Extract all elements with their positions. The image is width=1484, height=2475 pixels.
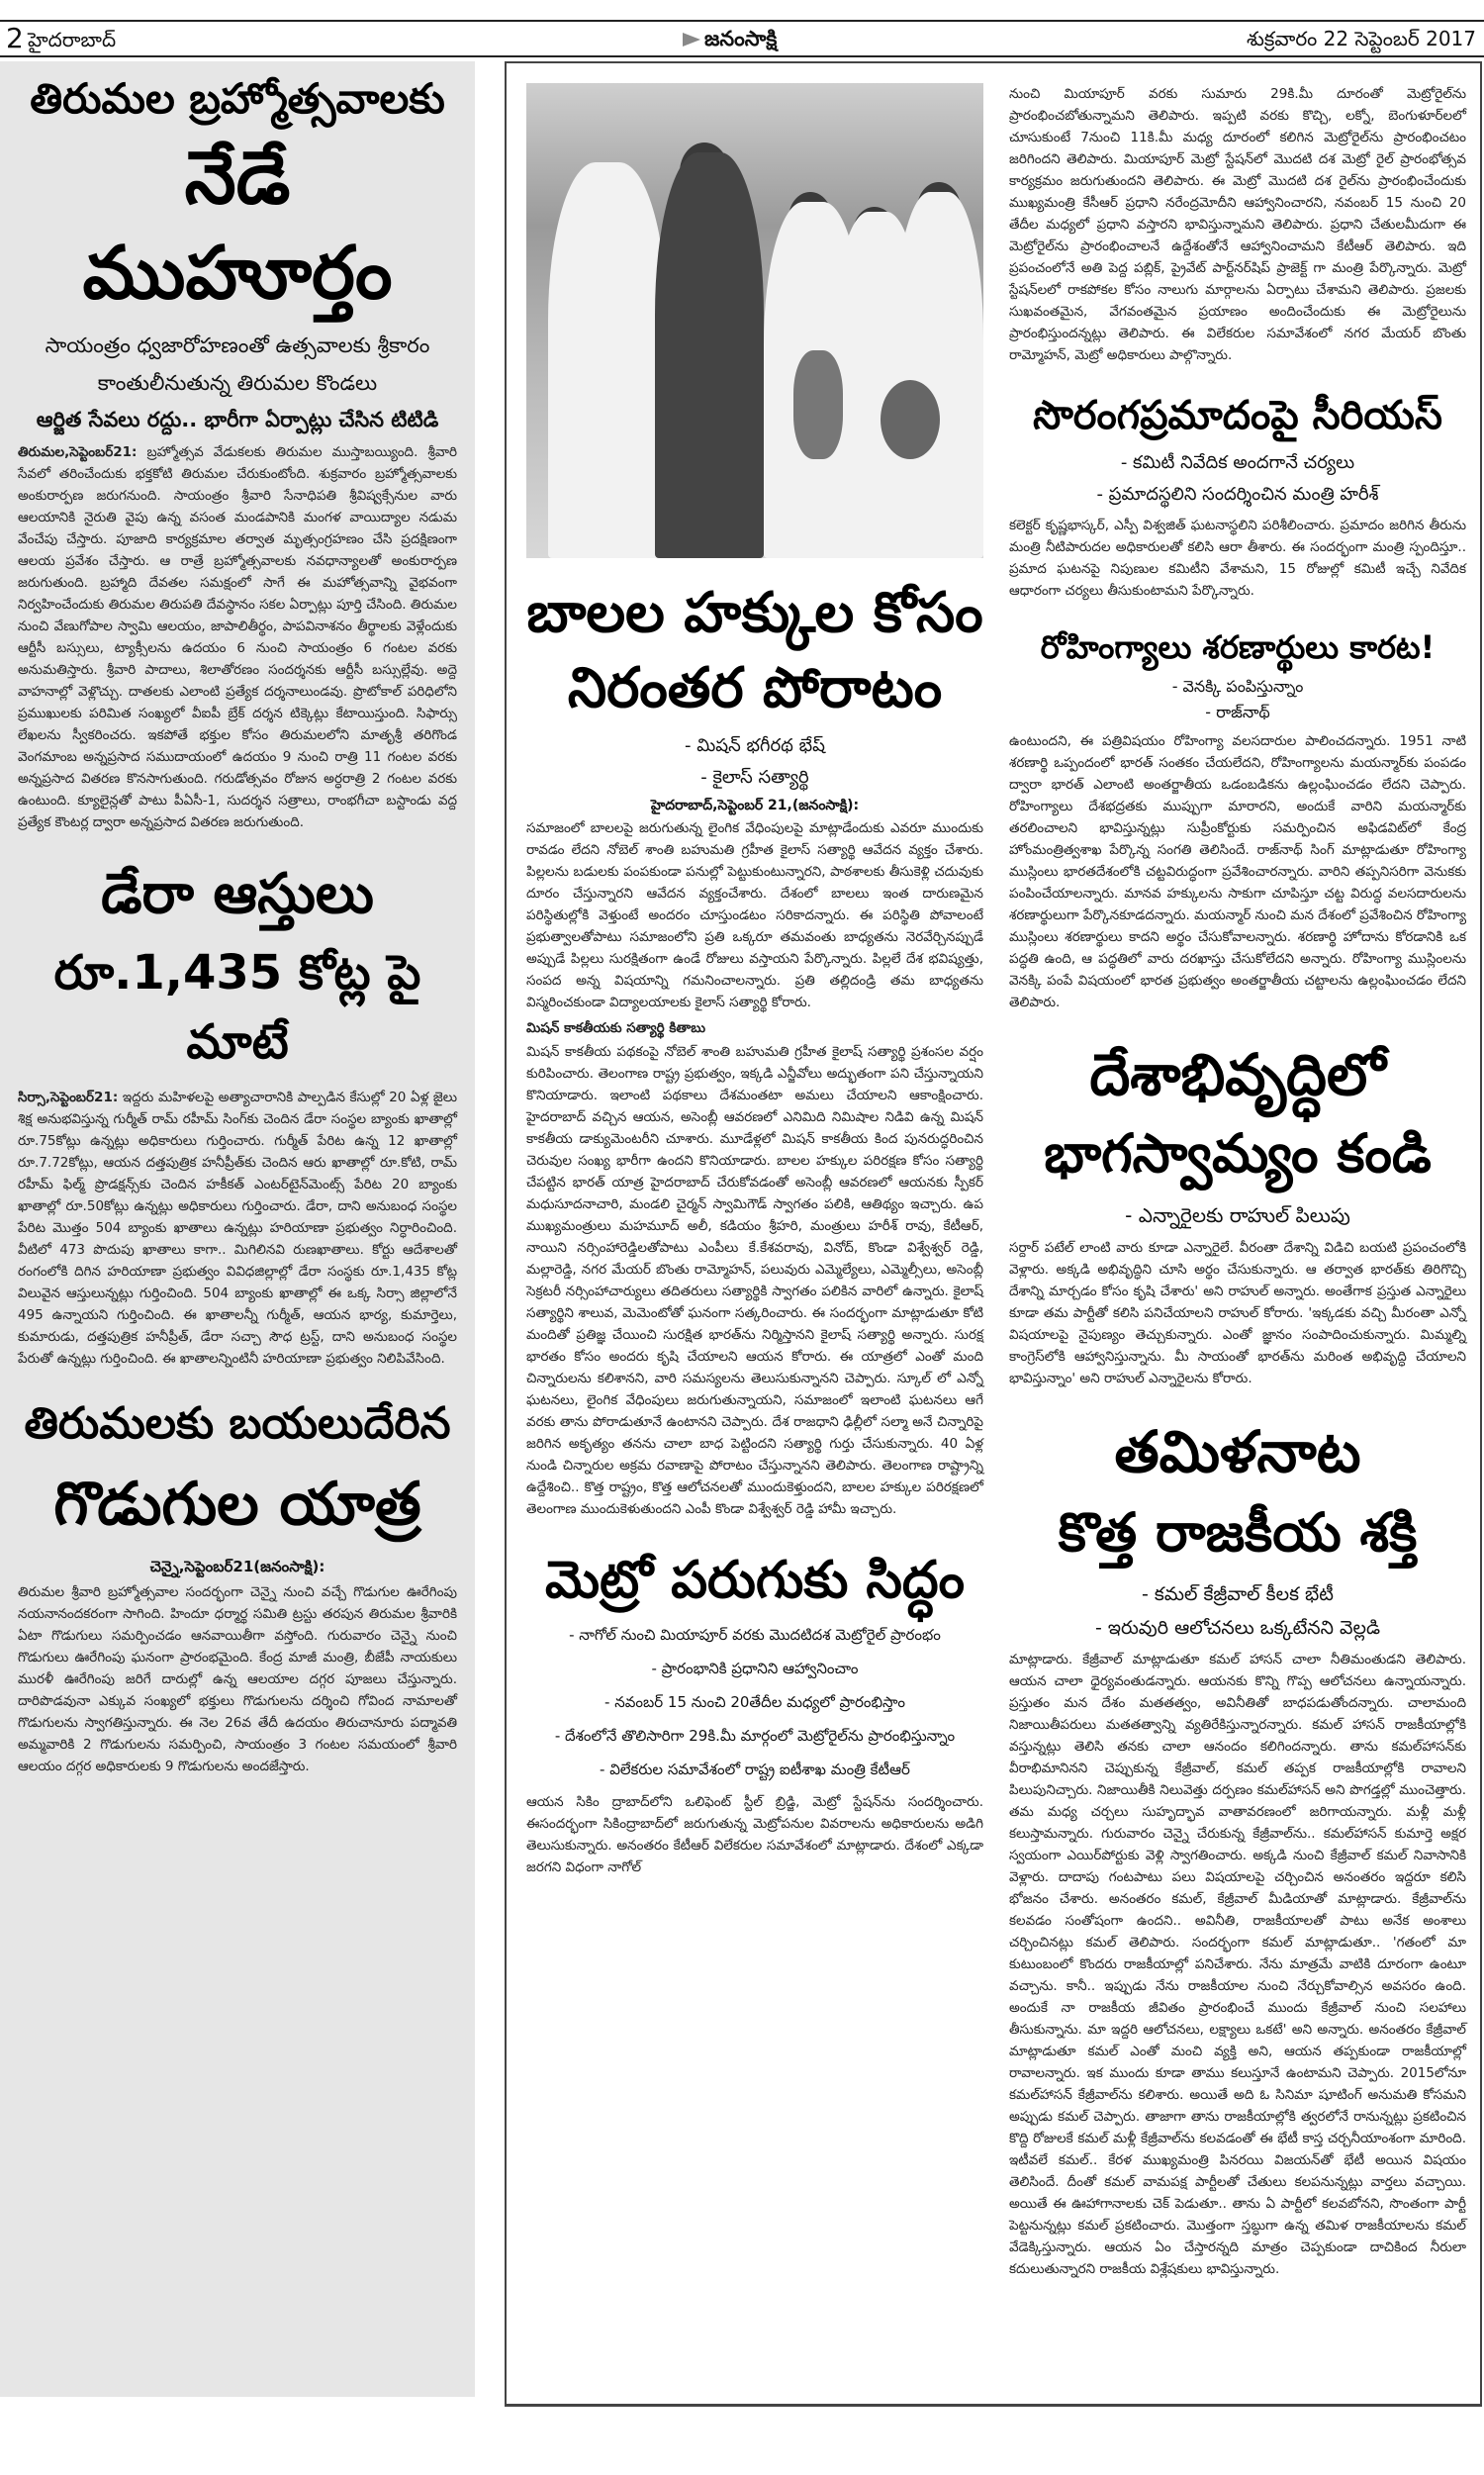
article-body: తిరుమల శ్రీవారి బ్రహ్మోత్సవాల సందర్భంగా చెన్నై నుంచి వచ్చే గొడుగుల ఊరేగింపు నయనానందకరంగా సాగింది. హిందూ ధర్మార్థ సమితి ట్రస్టు తరపున తిరుమల శ్రీవారికి ఏటా గొడుగులు సమర్పించడం ఆనవాయితీగా వస్తోంది. గురువారం చెన్నై నుంచి గొడుగులు ఊరేగింపు ఘనంగా ప్రారంభమైంది. కేంద్ర మాజీ మంత్రి, బీజేపీ నాయకులు మురళీ ఊరేగింపు జరిగే దారుల్లో ఉన్న ఆలయాల దగ్గర పూజలు చేస్తున్నారు. దారిపొడవునా ఎక్కువ సంఖ్యలో భక్తులు గొడుగులను దర్శించి గోవింద నామాలతో గొడుగులను స్వాగతిస్తున్నారు. ఈ నెల 26వ తేదీ ఉదయం తిరుచానూరు పద్మావతి అమ్మవారికి 2 గొడుగులను సమర్పించి, సాయంత్రం 3 గంటల సమయంలో శ్రీవారి ఆలయం దగ్గర అధికారులకు 9 గొడుగులను అందజేస్తారు. (18, 1584, 457, 1774)
logo-icon (683, 33, 700, 47)
article-rohingya (1009, 623, 1466, 1013)
inline-subhead: మిషన్ కాకతీయకు సత్యార్థి కితాబు (526, 1020, 705, 1036)
dateline: సిర్సా,సెప్టెంబర్21: (18, 1090, 119, 1105)
headline: తిరుమల బ్రహ్మోత్సవాలకు (30, 74, 445, 123)
issue-date: శుక్రవారం 22 సెప్టెంబర్ 2017 (1247, 27, 1476, 50)
article-body (18, 1087, 457, 1370)
article-metro (526, 1546, 983, 1878)
headline: నిరంతర పోరాటం (567, 656, 943, 720)
article-body: మిషన్ కాకతీయ పథకంపై నోబెల్ శాంతి బహుమతి గ్రహీత కైలాష్ సత్యార్థి ప్రశంసల వర్షం కురిపించారు. తెలంగాణ రాష్ట్ర ప్రభుత్వం, ఇక్కడి ఎన్జీవోలు అద్భుతంగా పని చేస్తున్నాయని కొనియాడారు. ఇలాంటి పథకాలు దేశమంతటా అమలు చేయాలని ఆకాంక్షించారు. హైదరాబాద్ వచ్చిన ఆయన, అసెంబ్లీ ఆవరణలో ఎనిమిది నిమిషాల నిడివి ఉన్న మిషన్ కాకతీయ డాక్యుమెంటరీని చూశారు. మూడేళ్లలో మిషన్ కాకతీయ కింద పునరుద్ధరించిన చెరువుల సంఖ్య భారీగా ఉందని కొనియాడారు. బాలల హక్కుల పరిరక్షణ కోసం సత్యార్థి చేపట్టిన భారత్ యాత్ర హైదరాబాద్ చేరుకోవడంతో అసెంబ్లీ ఆవరణలో ఆయనకు స్పీకర్ మధుసూదనాచారి, మండలి చైర్మన్ స్వామిగౌడ్ స్వాగతం పలికి, ఆతిథ్యం ఇచ్చారు. ఉప ముఖ్యమంత్రులు మహమూద్ అలీ, కడియం శ్రీహరి, మంత్రులు హరీశ్ రావు, కేటీఆర్, నాయిని నర్సింహారెడ్డిలతోపాటు ఎంపీలు కే.కేశవరావు, వినోద్, కొండా విశ్వేశ్వర్ రెడ్డి, మల్లారెడ్డి, నగర మేయర్ బొంతు రామ్మోహన్, పలువురు ఎమ్మెల్యేలు, ఎమ్మెల్సీలు, అసెంబ్లీ సెక్రటరీ నర్సింహాచార్యులు తదితరులు సత్యార్థికి స్వాగతం పలికిన వారిలో ఉన్నారు. కైలాష్ సత్యార్థిని శాలువ, మెమెంటోతో ఘనంగా సత్కరించారు. ఈ సందర్భంగా మాట్లాడుతూ కోటి మందితో ప్రతిజ్ఞ చేయించి సురక్షిత భారత్‌ను నిర్మిస్తానని కైలాష్ సత్యార్థి అన్నారు. సురక్ష భారతం కోసం అందరు కృషి చేయాలని ఆయన కోరారు. ఈ యాత్రలో ఎంతో మంది చిన్నారులను కలిశానని, వారి సమస్యలను తెలుసుకున్నానని చెప్పారు. స్కూల్ లో ఎన్నో ఘటనలు, లైంగిక వేధింపులు జరుగుతున్నాయని, సమాజంలో ఇలాంటి ఘటనలు ఆగే వరకు తాను పోరాడుతూనే ఉంటానని చెప్పారు. దేశ రాజధాని ఢిల్లీలో సల్మా అనే చిన్నారిపై జరిగిన అకృత్యం తనను చాలా బాధ పెట్టిందని సత్యార్థి గుర్తు చేసుకున్నారు. 40 ఏళ్ల నుండి చిన్నారుల అక్రమ రవాణాపై పోరాటం చేస్తున్నానని తెలిపారు. తెలంగాణ రాష్ట్రాన్ని ఉద్దేశించి.. కొత్త రాష్ట్రం, కొత్త ఆలోచనలతో ముందుకెళ్తుందని, బాలల హక్కుల పరిరక్షణలో తెలంగాణ ముందుకెళుతుందని ఎంపీ కొండా విశ్వేశ్వర్ రెడ్డి హామీ ఇచ్చారు. (526, 1044, 983, 1517)
page-number: 2 (6, 22, 24, 54)
article-umbrella-procession (18, 1391, 457, 1777)
subheadline: - నవంబర్ 15 నుంచి 20తేదీల మధ్యలో ప్రారంభిస్తాం (604, 1693, 905, 1711)
headline: కొత్త రాజకీయ శక్తి (1058, 1501, 1418, 1564)
article-rahul-nri (1009, 1035, 1466, 1389)
right-column (1001, 63, 1480, 2404)
dateline: చెన్నై,సెప్టెంబర్21(జనంసాక్షి): (149, 1558, 325, 1575)
body-text: ఇద్దరు మహిళలపై అత్యాచారానికి పాల్పడిన కేసుల్లో 20 ఏళ్ల జైలు శిక్ష అనుభవిస్తున్న గుర్మీత్ రామ్ రహీమ్ సింగ్‌కు చెందిన డేరా సంస్థల బ్యాంకు ఖాతాల్లో రూ.75కోట్లు ఉన్నట్లు అధికారులు గుర్తించారు. గుర్మీత్ పేరిట ఉన్న 12 ఖాతాల్లో రూ.7.72కోట్లు, ఆయన దత్తపుత్రిక హనీప్రీత్‌కు చెందిన ఆరు ఖాతాల్లో రూ.కోటి, రామ్ రహీమ్ ఫిల్మ్ ప్రొడక్షన్స్‌కు చెందిన హకీకత్ ఎంటర్‌టైన్‌మెంట్స్ పేరిట 20 బ్యాంకు ఖాతాల్లో రూ.50కోట్లు ఉన్నట్లు అధికారులు గుర్తించారు. డేరా, దాని అనుబంధ సంస్థల పేరిట మొత్తం 504 బ్యాంకు ఖాతాలు ఉన్నట్లు హరియాణా ప్రభుత్వం నిర్ధారించింది. వీటిలో 473 పొదుపు ఖాతాలు కాగా.. మిగిలినవి రుణఖాతాలు. కోర్టు ఆదేశాలతో రంగంలోకి దిగిన హరియాణా ప్రభుత్వం వివిధజిల్లాల్లో డేరా సంస్థకు రూ.1,435 కోట్ల విలువైన ఆస్తులున్నట్లు గుర్తించింది. 504 బ్యాంకు ఖాతాల్లో ఈ ఒక్క సిర్సా జిల్లాలోనే 495 ఉన్నాయని గుర్తించింది. ఈ ఖాతాలన్నీ గుర్మీత్, ఆయన భార్య, కుమార్తెలు, కుమారుడు, దత్తపుత్రిక హనీప్రీత్, డేరా సచ్చా సౌధ ట్రస్ట్, దాని అనుబంధ సంస్థల పేరుతో ఉన్నట్లు గుర్తించింది. ఈ ఖాతాలన్నింటినీ హరియాణా ప్రభుత్వం నిలిపివేసింది. (18, 1090, 457, 1367)
middle-column (507, 63, 1001, 2404)
article-body: మాట్లాడారు. కేజ్రీవాల్ మాట్లాడుతూ కమల్ హాసన్ చాలా నీతిమంతుడని తెలిపారు. ఆయన చాలా ధైర్యవంతుడన్నారు. ఆయనకు కొన్ని గొప్ప ఆలోచనలు ఉన్నాయన్నారు. ప్రస్తుతం మన దేశం మతతత్వం, అవినీతితో బాధపడుతోందన్నారు. చాలామంది నిజాయితీపరులు మతతత్వాన్ని వ్యతిరేకిస్తున్నారన్నారు. కమల్ హాసన్ రాజకీయాల్లోకి వస్తున్నట్లు తెలిసి తనకు చాలా ఆనందం కలిగిందన్నారు. తాను కమల్‌హాసన్‌కు వీరాభిమానినని చెప్పుకున్న కేజ్రీవాల్, కమల్ తప్పక రాజకీయాల్లోకి రావాలని పిలుపునిచ్చారు. నిజాయితీకి నిలువెత్తు దర్పణం కమల్‌హాసన్ అని పొగడ్తల్లో ముంచెత్తారు. తమ మధ్య చర్చలు సుహృద్భావ వాతావరణంలో జరిగాయన్నారు. మళ్లీ మళ్లీ కలుస్తామన్నారు. గురువారం చెన్నై చేరుకున్న కేజ్రీవాల్‌ను.. కమల్‌హాసన్ కుమార్తె అక్షర స్వయంగా ఎయిర్‌పోర్టుకు వెళ్లి స్వాగతించారు. అక్కడి నుంచి కేజ్రీవాల్ కమల్ నివాసానికి వెళ్లారు. దాదాపు గంటపాటు పలు విషయాలపై చర్చించిన అనంతరం ఇద్దరూ కలిసి భోజనం చేశారు. అనంతరం కమల్, కేజ్రీవాల్ మీడియాతో మాట్లాడారు. కేజ్రీవాల్‌ను కలవడం సంతోషంగా ఉందని.. అవినీతి, రాజకీయాలతో పాటు అనేక అంశాలు చర్చించినట్లు కమల్ తెలిపారు. సందర్భంగా కమల్ మాట్లాడుతూ.. 'గతంలో మా కుటుంబంలో కొందరు రాజకీయాల్లో పనిచేశారు. నేను మాత్రమే వాటికి దూరంగా ఉంటూ వచ్చాను. కానీ.. ఇప్పుడు నేను రాజకీయాల నుంచి నేర్చుకోవాల్సిన అవసరం ఉంది. అందుకే నా రాజకీయ జీవితం ప్రారంభించే ముందు కేజ్రీవాల్ నుంచి సలహాలు తీసుకున్నాను. మా ఇద్దరి ఆలోచనలు, లక్ష్యాలు ఒకటే' అని అన్నారు. అనంతరం కేజ్రీవాల్ మాట్లాడుతూ కమల్ ఎంతో మంచి వ్యక్తి అని, ఆయన తప్పకుండా రాజకీయాల్లో రావాలన్నారు. ఇక ముందు కూడా తాము కలుస్తూనే ఉంటామని చెప్పారు. 2015లోనూ కమల్‌హాసన్ కేజ్రీవాల్‌ను కలిశారు. అయితే అది ఓ సినిమా షూటింగ్ అనుమతి కోసమని అప్పుడు కమల్ చెప్పారు. తాజాగా తాను రాజకీయాల్లోకి త్వరలోనే రానున్నట్లు ప్రకటించిన కొద్ది రోజులకే కమల్ మళ్లీ కేజ్రీవాల్‌ను కలవడంతో ఈ భేటీ కాస్త చర్చనీయాంశంగా మారింది. ఇటీవలే కమల్.. కేరళ ముఖ్యమంత్రి పినరయి విజయన్‌తో భేటీ అయిన విషయం తెలిసిందే. దీంతో కమల్ వామపక్ష పార్టీలతో చేతులు కలపనున్నట్లు వార్తలు వచ్చాయి. అయితే ఈ ఊహాగానాలకు చెక్ పెడుతూ.. తాను ఏ పార్టీలో కలవబోనని, సొంతంగా పార్టీ పెట్టనున్నట్లు కమల్ ప్రకటించారు. మొత్తంగా స్తబ్ధుగా ఉన్న తమిళ రాజకీయాలను కమల్ వేడెక్కిస్తున్నారు. ఆయన ఏం చేస్తారన్నది మాత్రం చెప్పకుండా దాచికింద నీరులా కదులుతున్నారని రాజకీయ విశ్లేషకులు భావిస్తున్నారు. (1009, 1652, 1466, 2277)
headline: దేశాభివృద్ధిలో (1089, 1041, 1386, 1108)
article-body: కలెక్టర్ కృష్ణభాస్కర్, ఎస్పీ విశ్వజిత్ ఘటనాస్థలిని పరిశీలించారు. ప్రమాదం జరిగిన తీరును మంత్రి నీటిపారుదల అధికారులతో కలిసి ఆరా తీశారు. ఈ సందర్భంగా మంత్రి స్పందిస్తూ.. ప్రమాద ఘటనపై నిపుణుల కమిటీని వేశామని, 15 రోజుల్లో కమిటీ ఇచ్చే నివేదిక ఆధారంగా చర్యలు తీసుకుంటామని పేర్కొన్నారు. (1009, 518, 1466, 599)
headline: భాగస్వామ్యం కండి (1044, 1122, 1432, 1185)
article-body: ఆయన సికిం ద్రాబాద్‌లోని ఒలిఫెంట్ స్టీల్ బ్రిడ్జి, మెట్రో స్టేషన్‌ను సందర్శించారు. ఈసందర్భంగా సికింద్రాబాద్‌లో జరుగుతున్న మెట్రోపనుల వివరాలను అధికారులను అడిగి తెలుసుకున్నారు. అనంతరం కేటీఆర్ విలేకరుల సమావేశంలో మాట్లాడారు. దేశంలో ఎక్కడా జరగని విధంగా నాగోల్ (526, 1794, 983, 1875)
headline: నేడే ముహూర్తం (82, 136, 393, 316)
headline: మెట్రో పరుగుకు సిద్ధం (544, 1551, 966, 1610)
article-child-rights (526, 576, 983, 1520)
headline: సొరంగప్రమాదంపై సీరియస్ (1033, 393, 1442, 438)
metro-continuation: నుంచి మియాపూర్ వరకు సుమారు 29కి.మీ దూరంతో మెట్రోరైల్‌ను ప్రారంభించబోతున్నామని తెలిపారు. ఇప్పటి వరకు కొచ్చి, లక్నో, బెంగుళూర్‌లలో చూసుకుంటే 7నుంచి 11కి.మీ మధ్య దూరంలో కలిగిన మెట్రోరైల్‌ను ప్రారంభించటం జరిగిందని తెలిపారు. మియాపూర్ మెట్రో స్టేషన్‌లో మొదటి దశ మెట్రో రైల్ ప్రారంభోత్సవ కార్యక్రమం జరుగుతుందని తెలిపారు. ఈ మెట్రో మొదటి దశ రైల్‌ను ప్రారంభించేందుకు ముఖ్యమంత్రి కేసీఆర్ ప్రధాని నరేంద్రమోదీని ఆహ్వానించారని, నవంబర్ 15 నుంచి 20 తేదీల మధ్యలో ప్రధాని వస్తారని భావిస్తున్నామని తెలిపారు. ప్రధాని చేతులమీదుగా ఈ మెట్రోరైల్‌ను ప్రారంభించాలనే ఉద్దేశంతోనే ఆహ్వానించామని కేటీఆర్ తెలిపారు. ఇది ప్రపంచంలోనే అతి పెద్ద పబ్లిక్, ప్రైవేట్ పార్ట్‌నర్‌షిప్ ప్రాజెక్ట్ గా మంత్రి పేర్కొన్నారు. మెట్రో స్టేషన్‌లలో రాకపోకల కోసం నాలుగు మార్గాలను ఏర్పాటు చేశామని తెలిపారు. ప్రజలకు సుఖవంతమైన, వేగవంతమైన ప్రయాణం అందించేందుకు ఈ మెట్రోరైలును ప్రారంభిస్తుందన్నట్లు తెలిపారు. ఈ విలేకరుల సమావేశంలో నగర మేయర్ బొంతు రామ్మోహన్, మెట్రో అధికారులు పాల్గొన్నారు. (1009, 86, 1466, 363)
article-dera-assets (18, 855, 457, 1370)
subheadline: - ప్రారంభానికి ప్రధానిని ఆహ్వానించాం (651, 1660, 859, 1677)
subheadline: - ప్రమాదస్థలిని సందర్శించిన మంత్రి హరీశ్ (1096, 484, 1379, 505)
subheadline: - రాజ్‌నాథ్ (1205, 703, 1270, 721)
article-body (18, 441, 457, 833)
headline: రూ.1,435 కోట్ల పై మాటే (53, 945, 421, 1070)
brand-name: జనంసాక్షి (704, 27, 778, 50)
subheadline: - విలేకరుల సమావేశంలో రాష్ట్ర ఐటీశాఖ మంత్రి కేటీఆర్ (600, 1761, 910, 1778)
body-text: బ్రహ్మోత్సవ వేడుకలకు తిరుమల ముస్తాబయ్యింది. శ్రీవారి సేవలో తరించేందుకు భక్తకోటి తిరుమల చేరుకుంటోంది. శుక్రవారం బ్రహ్మోత్సవాలకు అంకురార్పణ జరుగనుంది. సాయంత్రం శ్రీవారి సేనాధిపతి శ్రీవిష్వక్సేనుల వారు ఆలయానికి నైరుతి వైపు ఉన్న వసంత మండపానికి మంగళ వాయిద్యాల నడుమ వేంచేపు చేస్తారు. పూజాది కార్యక్రమాల తర్వాత మృత్సంగ్రహణం చేసి ప్రదక్షిణంగా ఆలయ ప్రవేశం చేస్తారు. ఆ రాత్రే బ్రహ్మోత్సవాలకు నవధాన్యాలతో అంకురార్పణ జరుగుతుంది. బ్రహ్మాది దేవతల సమక్షంలో సాగే ఈ మహోత్సవాన్ని వైభవంగా నిర్వహించేందుకు తిరుమల తిరుపతి దేవస్థానం సకల ఏర్పాట్లు పూర్తి చేసింది. తిరుమల నుంచి వేణుగోపాల స్వామి ఆలయం, జాపాలితీర్థం, పాపవినాశనం తీర్థాలకు వెళ్లేందుకు ఆర్టీసీ బస్సులు, ట్యాక్సీలను ఉదయం 6 నుంచి సాయంత్రం 6 గంటల వరకు అనుమతిస్తారు. శ్రీవారి పాదాలు, శిలాతోరణం సందర్శనకు ఆర్టీసీ బస్సుల్లేవు. అద్దె వాహనాల్లో వెళ్లొచ్చు. దాతలకు ఎలాంటి ప్రత్యేక దర్శనాలుండవు. ప్రొటోకాల్ పరిధిలోని ప్రముఖులకు పరిమిత సంఖ్యలో వీఐపీ బ్రేక్ దర్శన టిక్కెట్లు కేటాయిస్తుంది. సిఫార్సు లేఖలను స్వీకరించరు. ఇకపోతే భక్తుల కోసం తిరుమలలోని మాతృశ్రీ తరిగొండ వెంగమాంబ అన్నప్రసాద సముదాయంలో ఉదయం 9 నుంచి రాత్రి 11 గంటల వరకు అన్నప్రసాద వితరణ కొనసాగుతుంది. గరుడోత్సవం రోజున అర్ధరాత్రి 2 గంటల వరకు ఉంటుంది. క్యూలైన్లతో పాటు పీఏసీ-1, సుదర్శన సత్రాలు, రాంభగీచా బస్టాండు వద్ద ప్రత్యేక కౌంటర్ల ద్వారా అన్నప్రసాద వితరణ జరుగుతుంది. (18, 444, 457, 830)
news-photo (526, 83, 983, 558)
subheadline: - కమిటీ నివేదిక అందగానే చర్యలు (1120, 452, 1355, 473)
subheadline: - ఇరువురి ఆలోచనలు ఒక్కటేనని వెల్లడి (1094, 1617, 1381, 1639)
subheadline: సాయంత్రం ధ్వజారోహణంతో ఉత్సవాలకు శ్రీకారం (45, 333, 430, 357)
section-name: హైదరాబాద్ (28, 28, 117, 51)
subheadline: - మిషన్ భగీరథ భేష్ (685, 735, 825, 756)
masthead (683, 25, 777, 52)
article-tirumala-brahmotsavam (18, 71, 457, 833)
subheadline: - దేశంలోనే తొలిసారిగా 29కి.మీ మార్గంలో మెట్రోరైల్‌ను ప్రారంభిస్తున్నాం (554, 1727, 956, 1745)
article-body: సర్దార్ పటేల్ లాంటి వారు కూడా ఎన్నారైలే. వీరంతా దేశాన్ని విడిచి బయటి ప్రపంచంలోకి వెళ్లారు. అక్కడి అభివృద్ధిని చూసి అర్థం చేసుకున్నారు. ఆ తర్వాత భారత్‌కు తిరిగొచ్చి దేశాన్ని మార్చడం కోసం కృషి చేశారు' అని రాహుల్ అన్నారు. అంతేగాక ప్రస్తుత ఎన్నారైలు కూడా తమ పార్టీతో కలిసి పనిచేయాలని రాహుల్ కోరారు. 'ఇక్కడకు వచ్చి మీరంతా ఎన్నో విషయాలపై నైపుణ్యం తెచ్చుకున్నారు. ఎంతో జ్ఞానం సంపాదించుకున్నారు. మిమ్మల్ని కాంగ్రెస్‌లోకి ఆహ్వానిస్తున్నాను. మీ సాయంతో భారత్‌ను మరింత అభివృద్ధి చేయాలని భావిస్తున్నాం' అని రాహుల్ ఎన్నారైలను కోరారు. (1009, 1240, 1466, 1386)
subheadline: - ఎన్నారైలకు రాహుల్ పిలుపు (1125, 1203, 1350, 1227)
headline: డేరా ఆస్తులు (101, 862, 374, 926)
main-frame (505, 61, 1482, 2407)
headline: గొడుగుల యాత్ర (53, 1470, 421, 1539)
page-header (0, 20, 1484, 57)
headline: తమిళనాట (1114, 1418, 1361, 1485)
subheadline: - కమల్ కేజ్రీవాల్ కీలక భేటీ (1142, 1583, 1334, 1605)
subheadline: - వెనక్కి పంపిస్తున్నాం (1171, 677, 1304, 696)
dateline: తిరుమల,సెప్టెంబర్21: (18, 444, 138, 460)
headline: రోహింగ్యాలు శరణార్థులు కారట! (1040, 628, 1436, 666)
subheadline: - కైలాస్ సత్యార్థి (700, 767, 809, 788)
left-column (0, 61, 475, 2397)
article-body: సమాజంలో బాలలపై జరుగుతున్న లైంగిక వేధింపులపై మాట్లాడేందుకు ఎవరూ ముందుకు రావడం లేదని నోబెల్ శాంతి బహుమతి గ్రహీత కైలాస్ సత్యార్థి ఆవేదన వ్యక్తం చేశారు. పిల్లలను బడులకు పంపకుండా పనుల్లో పెట్టుకుంటున్నారని, పాఠశాలకు తీసుకెళ్లి చదువుకు దూరం చేస్తున్నారని ఆవేదన వ్యక్తంచేశారు. దేశంలో బాలలు ఇంత దారుణమైన పరిస్థితుల్లోకి వెళ్తుంటే అందరం చూస్తుండటం సరికాదన్నారు. ఈ పరిస్థితి పోవాలంటే ప్రభుత్వాలతోపాటు సమాజంలోని ప్రతి ఒక్కరూ తమవంతు బాధ్యతను నెరవేర్చినప్పుడే అప్పుడే పిల్లలు సురక్షితంగా ఉండే రోజులు వస్తాయని పేర్కొన్నారు. పిల్లలే దేశ భవిష్యత్తు, సంపద అన్న విషయాన్ని గమనించాలన్నారు. ప్రతి తల్లిదండ్రి తమ బాధ్యతను విస్మరించకుండా విద్యాలయాలకు కైలాస్ సత్యార్థి కోరారు. (526, 820, 983, 1010)
subheadline: - నాగోల్ నుంచి మియాపూర్ వరకు మొదటిదశ మెట్రోరైల్ ప్రారంభం (569, 1626, 941, 1644)
subheadline: ఆర్జిత సేవలు రద్దు.. భారీగా ఏర్పాట్లు చేసిన టిటిడి (36, 408, 439, 431)
article-kamal-kejriwal (1009, 1411, 1466, 2280)
dateline: హైదరాబాద్,సెప్టెంబర్ 21,(జనంసాక్షి): (650, 798, 860, 813)
subheadline: కాంతులీనుతున్న తిరుమల కొండలు (97, 371, 378, 395)
article-body: ఉంటుందని, ఈ పత్రివిషయం రోహింగ్యా వలసదారుల పాలించదన్నారు. 1951 నాటి శరణార్థి ఒప్పందంలో భారత్ సంతకం చేయలేదని, రోహింగ్యాలను మయన్మార్‌కు పంపడం ద్వారా భారత్ ఎలాంటి అంతర్జాతీయ ఒడంబడికను ఉల్లంఘించడం లేదని చెప్పారు. రోహింగ్యాలు దేశభద్రతకు ముప్పుగా మారారని, అందుకే వారిని మయన్మార్‌కు తరలించాలని భావిస్తున్నట్లు సుప్రీంకోర్టుకు సమర్పించిన అఫిడవిట్‌లో కేంద్ర హోంమంత్రిత్వశాఖ పేర్కొన్న సంగతి తెలిసిందే. రాజ్‌నాథ్ సింగ్ మాట్లాడుతూ రోహింగ్యా ముస్లింలు భారతదేశంలోకి చట్టవిరుద్ధంగా ప్రవేశించారన్నారు. వారిని తప్పనిసరిగా వెనుకకు పంపించేయాలన్నారు. మానవ హక్కులను సాకుగా చూపిస్తూ చట్ట విరుద్ధ వలసదారులను శరణార్థులుగా పేర్కొనకూడదన్నారు. మయన్మార్ నుంచి మన దేశంలో ప్రవేశించిన రోహింగ్యా ముస్లింలు శరణార్థులు కాదని అర్థం చేసుకోవాలన్నారు. శరణార్థి హోదాను కోరడానికి ఒక పద్ధతి ఉంది, ఆ పద్ధతిలో వారు దరఖాస్తు చేసుకోలేదని అన్నారు. రోహింగ్యా ముస్లింలను వెనక్కి పంపే విషయంలో భారత ప్రభుత్వం అంతర్జాతీయ చట్టాలను ఉల్లంఘించడం లేదని తెలిపారు. (1009, 733, 1466, 1010)
headline: తిరుమలకు బయలుదేరిన (24, 1398, 451, 1449)
headline: బాలల హక్కుల కోసం (526, 581, 983, 645)
article-tunnel-accident (1009, 388, 1466, 602)
